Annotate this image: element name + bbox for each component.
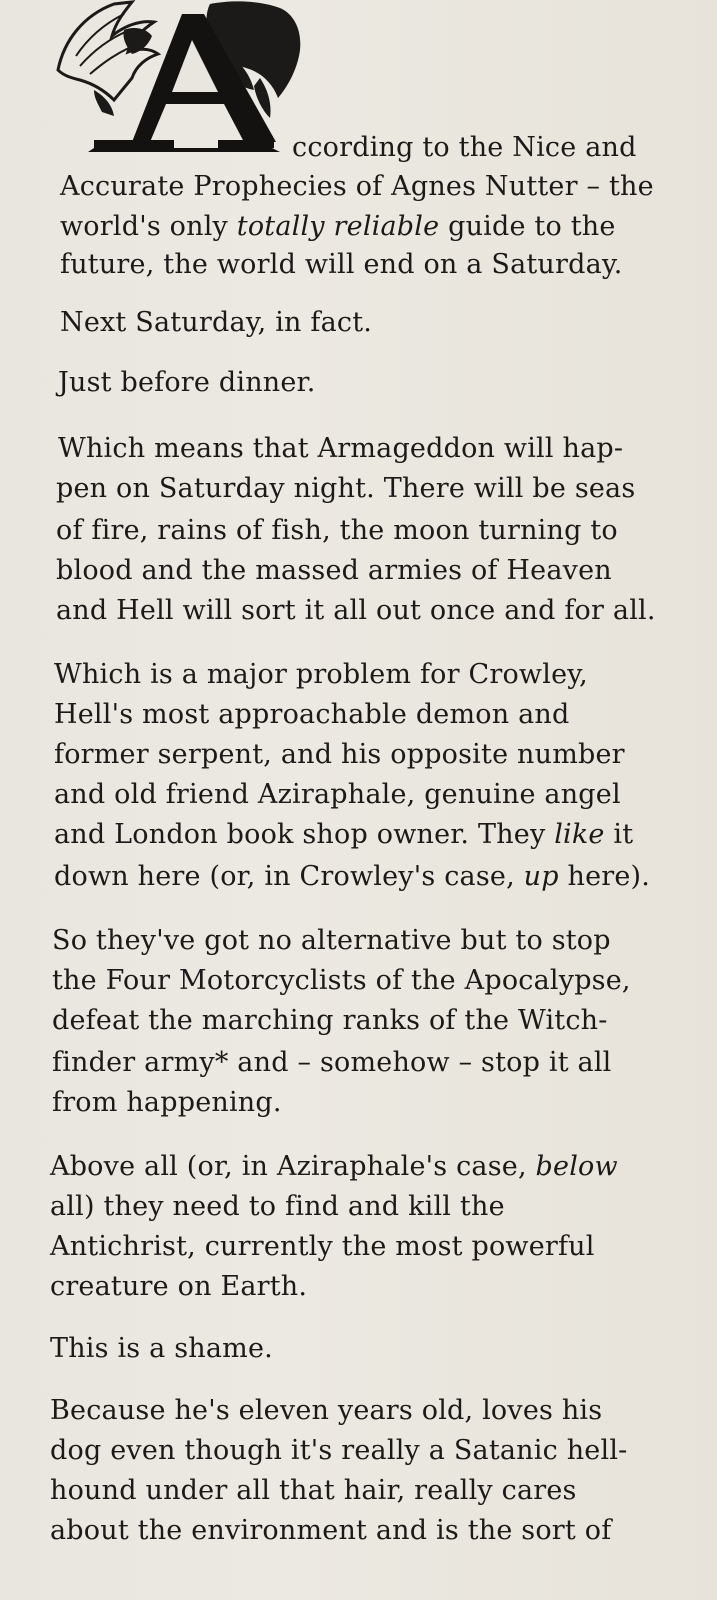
decorative-drop-cap bbox=[54, 0, 314, 158]
text-segment: of fire, rains of fish, the moon turning to bbox=[56, 515, 618, 546]
text-segment: world's only bbox=[60, 211, 237, 242]
text-segment: former serpent, and his opposite number bbox=[54, 739, 625, 770]
text-segment: Because he's eleven years old, loves his bbox=[50, 1395, 603, 1426]
text-segment: ccording to the Nice and bbox=[292, 132, 637, 163]
text-segment: and London book shop owner. They bbox=[54, 819, 555, 850]
text-line-31 bbox=[50, 1514, 611, 1548]
text-line-2 bbox=[60, 170, 654, 204]
text-line-28 bbox=[50, 1394, 602, 1428]
winged-figure-left-illustration bbox=[58, 2, 158, 116]
text-segment: hound under all that hair, really cares bbox=[50, 1475, 577, 1506]
text-line-20 bbox=[52, 1004, 608, 1038]
text-line-27 bbox=[50, 1332, 273, 1366]
text-segment: defeat the marching ranks of the Witch- bbox=[52, 1005, 608, 1036]
text-segment: Antichrist, currently the most powerful bbox=[50, 1231, 595, 1262]
text-segment: Hell's most approachable demon and bbox=[54, 699, 570, 730]
text-segment: creature on Earth. bbox=[50, 1271, 308, 1302]
text-line-13 bbox=[54, 698, 569, 732]
text-line-9 bbox=[56, 514, 618, 548]
text-line-11 bbox=[56, 594, 656, 628]
italic-text: up bbox=[523, 861, 559, 892]
text-line-21 bbox=[52, 1046, 612, 1080]
text-line-30 bbox=[50, 1474, 577, 1508]
text-segment: down here (or, in Crowley's case, bbox=[54, 861, 524, 892]
text-segment: blood and the massed armies of Heaven bbox=[56, 555, 612, 586]
text-segment: Above all (or, in Aziraphale's case, bbox=[50, 1151, 536, 1182]
text-segment: finder army* and – somehow – stop it all bbox=[52, 1047, 612, 1078]
text-segment: from happening. bbox=[52, 1087, 282, 1118]
text-segment: all) they need to find and kill the bbox=[50, 1191, 505, 1222]
text-segment: it bbox=[604, 819, 634, 850]
text-line-14 bbox=[54, 738, 625, 772]
text-segment: Next Saturday, in fact. bbox=[60, 307, 373, 338]
text-line-8 bbox=[56, 472, 635, 506]
italic-text: totally reliable bbox=[236, 211, 440, 242]
text-segment: and old friend Aziraphale, genuine angel bbox=[54, 779, 621, 810]
text-segment: here). bbox=[558, 861, 651, 892]
text-line-16 bbox=[54, 818, 633, 852]
text-segment: about the environment and is the sort of bbox=[50, 1515, 612, 1546]
text-line-24 bbox=[50, 1190, 505, 1224]
text-segment: This is a shame. bbox=[50, 1333, 273, 1364]
text-line-12 bbox=[54, 658, 588, 692]
text-segment: Which means that Armageddon will hap- bbox=[58, 433, 624, 464]
text-line-6 bbox=[58, 366, 315, 400]
text-segment: future, the world will end on a Saturday. bbox=[60, 249, 623, 280]
text-line-25 bbox=[50, 1230, 595, 1264]
text-line-3 bbox=[60, 210, 616, 244]
text-line-26 bbox=[50, 1270, 307, 1304]
text-segment: and Hell will sort it all out once and for all. bbox=[56, 595, 656, 626]
text-segment: guide to the bbox=[439, 211, 616, 242]
text-line-1 bbox=[292, 131, 637, 165]
text-segment: the Four Motorcyclists of the Apocalypse, bbox=[52, 965, 631, 996]
text-line-22 bbox=[52, 1086, 282, 1120]
text-line-7 bbox=[58, 432, 623, 466]
text-line-15 bbox=[54, 778, 621, 812]
text-segment: dog even though it's really a Satanic hell- bbox=[50, 1435, 628, 1466]
italic-text: like bbox=[554, 819, 605, 850]
text-line-19 bbox=[52, 964, 631, 998]
text-line-17 bbox=[54, 860, 650, 894]
text-line-18 bbox=[52, 924, 611, 958]
text-segment: Just before dinner. bbox=[58, 367, 316, 398]
text-line-29 bbox=[50, 1434, 627, 1468]
text-line-10 bbox=[56, 554, 612, 588]
text-segment: pen on Saturday night. There will be seas bbox=[56, 473, 636, 504]
text-line-5 bbox=[60, 306, 372, 340]
text-line-23 bbox=[50, 1150, 618, 1184]
italic-text: below bbox=[535, 1151, 618, 1182]
text-segment: So they've got no alternative but to stop bbox=[52, 925, 611, 956]
text-segment: Accurate Prophecies of Agnes Nutter – the bbox=[60, 171, 654, 202]
text-segment: Which is a major problem for Crowley, bbox=[54, 659, 588, 690]
text-line-4 bbox=[60, 248, 623, 282]
